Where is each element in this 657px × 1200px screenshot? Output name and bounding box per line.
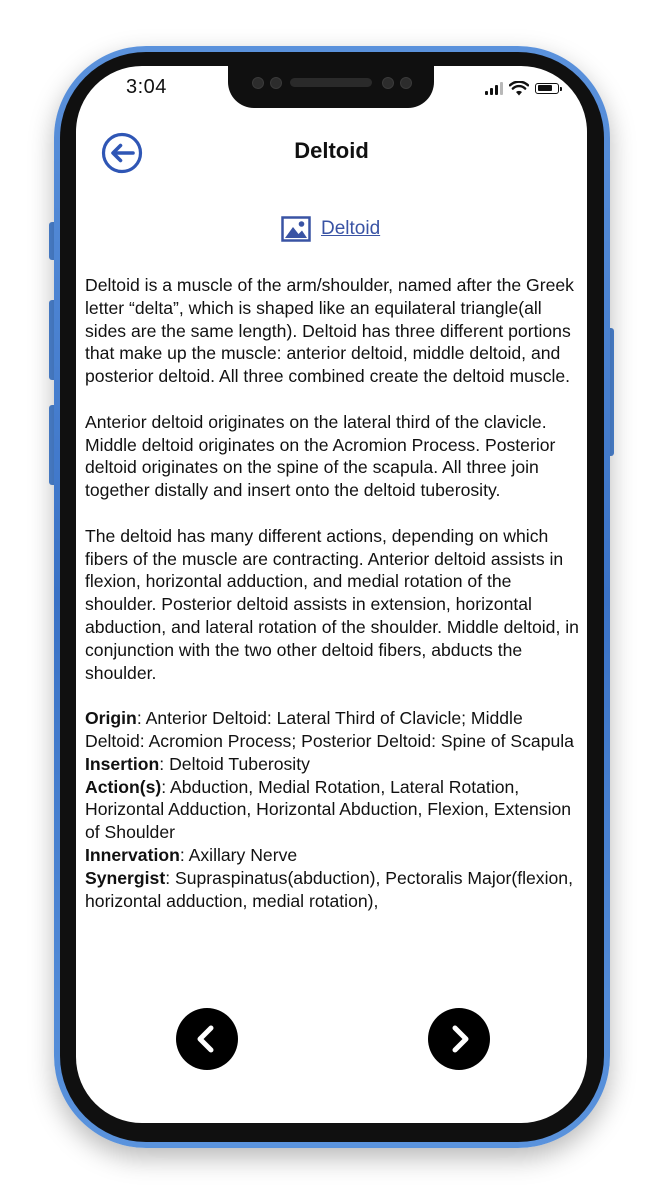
article-scroll-area[interactable] (85, 274, 581, 1123)
next-button[interactable] (428, 1008, 490, 1070)
fact-label: Synergist (85, 867, 166, 888)
previous-button[interactable] (176, 1008, 238, 1070)
image-link-label[interactable]: Deltoid (321, 218, 381, 239)
camera-dot-icon (252, 77, 264, 89)
page-title: Deltoid (294, 138, 369, 163)
fact-insertion (85, 753, 581, 776)
image-icon (281, 216, 311, 242)
fact-value: : Axillary Nerve (179, 844, 298, 865)
speaker-grille (290, 78, 372, 87)
app-screen (76, 66, 587, 1123)
fact-value: : Abduction, Medial Rotation, Lateral Rotation, Horizontal Adduction, Horizontal Abduction, Flexion, Extension of Shoulder (85, 776, 572, 843)
paragraph-actions: The deltoid has many different actions, depending on which fibers of the muscle are contracting. Anterior deltoid assists in flexion, horizontal adduction, and medial rotation of the shoulder. Posterior deltoid assists in extension, horizontal abduction, and lateral rotation of the shoulder. Middle deltoid, in conjunction with the two other deltoid fibers, abducts the shoulder. (85, 525, 579, 683)
image-link[interactable] (281, 216, 380, 242)
wifi-icon (509, 81, 529, 96)
paragraph-origin-insertion: Anterior deltoid originates on the lateral third of the clavicle. Middle deltoid originates on the Acromion Process. Posterior deltoid originates on the spine of the scapula. All three join together distally and insert onto the deltoid tuberosity. (85, 411, 556, 501)
muscle-facts (85, 707, 581, 912)
fact-label: Action(s) (85, 776, 162, 797)
fact-label: Insertion (85, 753, 160, 774)
chevron-left-icon (192, 1024, 222, 1054)
fact-origin (85, 707, 581, 753)
fact-label: Origin (85, 708, 137, 729)
fact-synergist (85, 867, 581, 913)
fact-value: : Supraspinatus(abduction), Pectoralis Major(flexion, horizontal adduction, medial rotation), (85, 867, 573, 911)
status-icons (485, 80, 559, 96)
status-time: 3:04 (126, 76, 167, 98)
fact-value: : Anterior Deltoid: Lateral Third of Clavicle; Middle Deltoid: Acromion Process; Posterior Deltoid: Spine of Scapula (85, 708, 574, 751)
fact-innervation (85, 844, 581, 867)
cellular-signal-icon (485, 82, 503, 95)
notch (228, 66, 434, 108)
sensor-dot-icon (382, 77, 394, 89)
battery-icon (535, 83, 559, 94)
fact-value: : Deltoid Tuberosity (159, 753, 310, 774)
sensor-dot-icon (270, 77, 282, 89)
fact-label: Innervation (85, 844, 180, 865)
chevron-right-icon (444, 1024, 474, 1054)
front-camera-icon (400, 77, 412, 89)
fact-actions (85, 776, 581, 844)
paragraph-description: Deltoid is a muscle of the arm/shoulder, named after the Greek letter “delta”, which is shaped like an equilateral triangle(all sides are the same length). Deltoid has three different portions that make up the muscle: anterior deltoid, middle deltoid, and posterior deltoid. All three combined create the deltoid muscle. (85, 275, 574, 387)
